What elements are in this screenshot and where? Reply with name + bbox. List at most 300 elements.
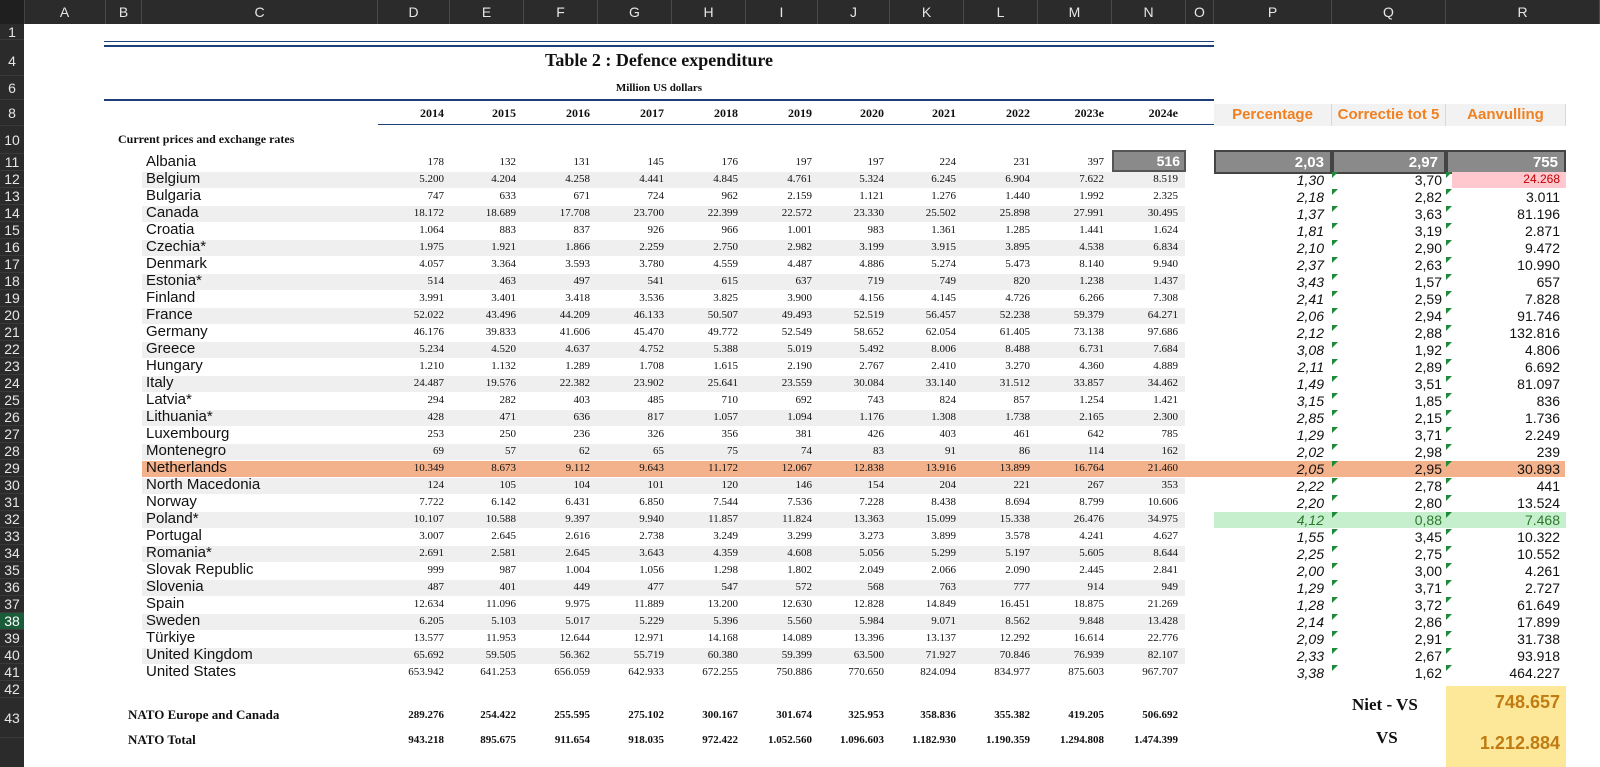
- value-cell: 4.627: [1153, 530, 1178, 542]
- value-cell: 824.094: [920, 666, 956, 678]
- totals-label: NATO Europe and Canada: [128, 707, 280, 722]
- year-header-2022: 2022: [1006, 106, 1030, 120]
- row-header-26[interactable]: 26: [0, 409, 24, 426]
- value-cell: 52.022: [413, 309, 444, 321]
- row-header-36[interactable]: 36: [0, 579, 24, 596]
- supplement-cell: 91.746: [1517, 308, 1560, 324]
- value-cell: 2.691: [419, 547, 444, 559]
- value-cell: 30.084: [853, 377, 884, 389]
- value-cell: 914: [1087, 581, 1104, 593]
- country-name: United States: [146, 663, 237, 680]
- value-cell: 2.259: [639, 241, 664, 253]
- value-cell: 572: [795, 581, 812, 593]
- value-cell: 1.298: [713, 564, 738, 576]
- value-cell: 763: [939, 581, 956, 593]
- country-name: United Kingdom: [146, 646, 253, 663]
- row-header-34[interactable]: 34: [0, 545, 24, 562]
- correction-cell: 1,85: [1414, 393, 1442, 409]
- year-header-2017: 2017: [640, 106, 664, 120]
- correction-cell: 2,82: [1414, 189, 1442, 205]
- value-cell: 5.103: [491, 615, 516, 627]
- value-cell: 64.271: [1147, 309, 1178, 321]
- correction-cell: 2,15: [1414, 410, 1442, 426]
- value-cell: 541: [647, 275, 664, 287]
- row-header-16[interactable]: 16: [0, 239, 24, 256]
- value-cell: 6.266: [1079, 292, 1104, 304]
- value-cell: 3.536: [639, 292, 664, 304]
- totals-value: 255.595: [554, 709, 590, 721]
- percentage-cell: 3,38: [1296, 665, 1324, 681]
- value-cell: 671: [573, 190, 590, 202]
- value-cell: 1.056: [639, 564, 664, 576]
- value-cell: 1.238: [1079, 275, 1104, 287]
- value-cell: 162: [1161, 445, 1178, 457]
- value-cell: 2.300: [1153, 411, 1178, 423]
- value-cell: 1.254: [1079, 394, 1104, 406]
- row-header-17[interactable]: 17: [0, 256, 24, 273]
- value-cell: 146: [795, 479, 812, 491]
- value-cell: 2.325: [1153, 190, 1178, 202]
- value-cell: 5.200: [419, 173, 444, 185]
- column-header-bar: [0, 0, 1600, 24]
- value-cell: 547: [721, 581, 738, 593]
- value-cell: 633: [499, 190, 516, 202]
- correction-cell: 2,78: [1414, 478, 1442, 494]
- value-cell: 4.241: [1079, 530, 1104, 542]
- percentage-cell: 2,22: [1296, 478, 1324, 494]
- row-header-39[interactable]: 39: [0, 630, 24, 647]
- value-cell: 56.457: [925, 309, 956, 321]
- value-cell: 75: [727, 445, 738, 457]
- value-cell: 33.857: [1073, 377, 1104, 389]
- row-header-27[interactable]: 27: [0, 426, 24, 443]
- value-cell: 4.889: [1153, 360, 1178, 372]
- row-header-28[interactable]: 28: [0, 443, 24, 460]
- calc-cell-highlighted[interactable]: 755: [1446, 150, 1566, 174]
- row-header-1[interactable]: 1: [0, 24, 24, 40]
- value-cell: 267: [1087, 479, 1104, 491]
- value-cell: 967.707: [1142, 666, 1178, 678]
- value-cell: 13.916: [925, 462, 956, 474]
- value-cell: 857: [1013, 394, 1030, 406]
- value-cell: 4.637: [565, 343, 590, 355]
- value-cell: 13.396: [853, 632, 884, 644]
- value-cell: 76.939: [1073, 649, 1104, 661]
- year-header-rule: [378, 124, 1214, 125]
- value-cell: 131: [573, 156, 590, 168]
- value-cell: 63.500: [853, 649, 884, 661]
- supplement-cell: 2.727: [1524, 580, 1560, 596]
- value-cell: 71.927: [925, 649, 956, 661]
- country-name: France: [146, 306, 193, 323]
- row-header-12[interactable]: 12: [0, 171, 24, 188]
- value-cell: 7.308: [1153, 292, 1178, 304]
- value-cell: 837: [573, 224, 590, 236]
- value-cell: 1.276: [931, 190, 956, 202]
- correction-cell: 1,62: [1414, 665, 1442, 681]
- column-header-m[interactable]: M: [1038, 0, 1112, 24]
- value-cell: 1.437: [1153, 275, 1178, 287]
- row-header-40[interactable]: 40: [0, 647, 24, 664]
- column-header-p[interactable]: P: [1214, 0, 1332, 24]
- percentage-cell: 1,30: [1296, 172, 1324, 188]
- row-header-6[interactable]: 6: [0, 76, 24, 100]
- country-name: Slovenia: [146, 578, 204, 595]
- row-header-11[interactable]: 11: [0, 154, 24, 171]
- value-cell: 999: [427, 564, 444, 576]
- value-cell: 7.536: [787, 496, 812, 508]
- value-cell: 3.270: [1005, 360, 1030, 372]
- row-header-18[interactable]: 18: [0, 273, 24, 290]
- value-cell: 124: [427, 479, 444, 491]
- row-header-4[interactable]: 4: [0, 46, 24, 76]
- percentage-cell: 2,09: [1296, 631, 1324, 647]
- country-name: Denmark: [146, 255, 207, 272]
- totals-value: 325.953: [848, 709, 884, 721]
- value-cell: 8.644: [1153, 547, 1178, 559]
- value-cell: 3.007: [419, 530, 444, 542]
- year-header-2014: 2014: [420, 106, 444, 120]
- value-cell: 2.049: [859, 564, 884, 576]
- supplement-cell: 4.806: [1524, 342, 1560, 358]
- value-cell: 743: [867, 394, 884, 406]
- supplement-cell: 10.990: [1517, 257, 1560, 273]
- year-header-2015: 2015: [492, 106, 516, 120]
- row-header-43[interactable]: 43: [0, 698, 24, 738]
- country-name: Estonia*: [146, 272, 202, 289]
- header-aanvulling: Aanvulling: [1446, 104, 1566, 126]
- value-cell: 17.708: [559, 207, 590, 219]
- column-header-b[interactable]: B: [106, 0, 142, 24]
- column-header-o[interactable]: O: [1186, 0, 1214, 24]
- value-cell: 949: [1161, 581, 1178, 593]
- value-cell: 1.176: [859, 411, 884, 423]
- value-cell: 2.581: [491, 547, 516, 559]
- value-cell: 294: [427, 394, 444, 406]
- value-cell: 9.940: [639, 513, 664, 525]
- correction-cell: 1,92: [1414, 342, 1442, 358]
- value-cell: 253: [427, 428, 444, 440]
- row-header-41[interactable]: 41: [0, 664, 24, 681]
- supplement-cell: 24.268: [1523, 172, 1560, 186]
- value-cell: 3.401: [491, 292, 516, 304]
- value-cell: 636: [573, 411, 590, 423]
- value-cell: 15.099: [925, 513, 956, 525]
- calc-cell-highlighted[interactable]: 2,97: [1332, 150, 1446, 174]
- value-cell: 770.650: [848, 666, 884, 678]
- column-header-r[interactable]: R: [1446, 0, 1600, 24]
- value-cell: 9.975: [565, 598, 590, 610]
- value-cell: 12.838: [853, 462, 884, 474]
- value-cell: 60.380: [707, 649, 738, 661]
- value-cell: 56.362: [559, 649, 590, 661]
- column-header-d[interactable]: D: [378, 0, 450, 24]
- country-name: Sweden: [146, 612, 201, 629]
- value-cell: 1.289: [565, 360, 590, 372]
- value-cell: 24.487: [413, 377, 444, 389]
- percentage-cell: 4,12: [1296, 512, 1324, 528]
- value-cell: 8.673: [491, 462, 516, 474]
- value-cell: 41.606: [559, 326, 590, 338]
- country-name: Norway: [146, 493, 197, 510]
- section-label: Current prices and exchange rates: [118, 132, 295, 146]
- value-cell: 3.273: [859, 530, 884, 542]
- value-cell: 461: [1013, 428, 1030, 440]
- supplement-cell: 2.249: [1524, 427, 1560, 443]
- percentage-cell: 2,41: [1296, 291, 1324, 307]
- column-header-k[interactable]: K: [890, 0, 964, 24]
- value-cell: 6.245: [931, 173, 956, 185]
- value-cell: 777: [1013, 581, 1030, 593]
- row-header-33[interactable]: 33: [0, 528, 24, 545]
- calc-cell-highlighted[interactable]: 2,03: [1214, 150, 1332, 174]
- percentage-cell: 2,20: [1296, 495, 1324, 511]
- totals-value: 355.382: [994, 709, 1030, 721]
- totals-value: 972.422: [702, 734, 738, 746]
- value-cell: 65.692: [413, 649, 444, 661]
- correction-cell: 2,59: [1414, 291, 1442, 307]
- value-cell: 477: [647, 581, 664, 593]
- country-name: Germany: [146, 323, 208, 340]
- value-cell: 7.684: [1153, 343, 1178, 355]
- totals-value: 1.052.560: [768, 734, 812, 746]
- value-cell: 282: [499, 394, 516, 406]
- value-cell: 50.507: [707, 309, 738, 321]
- value-cell: 641.253: [480, 666, 516, 678]
- correction-cell: 3,71: [1414, 580, 1442, 596]
- value-cell: 1.738: [1005, 411, 1030, 423]
- correction-cell: 3,72: [1414, 597, 1442, 613]
- supplement-cell: 6.692: [1524, 359, 1560, 375]
- percentage-cell: 2,00: [1296, 563, 1324, 579]
- value-cell: 2.616: [565, 530, 590, 542]
- row-header-35[interactable]: 35: [0, 562, 24, 579]
- totals-value: 1.294.808: [1060, 734, 1104, 746]
- value-cell: 52.549: [781, 326, 812, 338]
- correction-cell: 3,70: [1414, 172, 1442, 188]
- value-cell: 3.593: [565, 258, 590, 270]
- row-header-29[interactable]: 29: [0, 460, 24, 477]
- value-cell: 9.848: [1079, 615, 1104, 627]
- summary-value-niet-vs: 748.657: [1494, 692, 1560, 712]
- column-header-e[interactable]: E: [450, 0, 524, 24]
- percentage-cell: 1,49: [1296, 376, 1324, 392]
- supplement-cell: 10.552: [1517, 546, 1560, 562]
- row-header-37[interactable]: 37: [0, 596, 24, 613]
- value-cell: 19.576: [485, 377, 516, 389]
- value-cell: 3.899: [931, 530, 956, 542]
- value-cell: 9.071: [931, 615, 956, 627]
- totals-value: 1.096.603: [840, 734, 884, 746]
- value-cell: 2.738: [639, 530, 664, 542]
- column-header-n[interactable]: N: [1112, 0, 1186, 24]
- value-cell: 10.349: [413, 462, 444, 474]
- selected-cell-albania-2024[interactable]: 516: [1112, 150, 1186, 172]
- value-cell: 1.004: [565, 564, 590, 576]
- value-cell: 1.624: [1153, 224, 1178, 236]
- year-header-2018: 2018: [714, 106, 738, 120]
- value-cell: 5.473: [1005, 258, 1030, 270]
- value-cell: 16.614: [1073, 632, 1104, 644]
- column-header-i[interactable]: I: [746, 0, 818, 24]
- row-header-31[interactable]: 31: [0, 494, 24, 511]
- value-cell: 1.866: [565, 241, 590, 253]
- value-cell: 31.512: [999, 377, 1030, 389]
- value-cell: 3.199: [859, 241, 884, 253]
- value-cell: 8.438: [931, 496, 956, 508]
- percentage-cell: 2,37: [1296, 257, 1324, 273]
- value-cell: 6.834: [1153, 241, 1178, 253]
- column-header-j[interactable]: J: [818, 0, 890, 24]
- row-header-24[interactable]: 24: [0, 375, 24, 392]
- value-cell: 30.495: [1147, 207, 1178, 219]
- row-header-22[interactable]: 22: [0, 341, 24, 358]
- year-header-2019: 2019: [788, 106, 812, 120]
- percentage-cell: 2,25: [1296, 546, 1324, 562]
- value-cell: 52.238: [999, 309, 1030, 321]
- value-cell: 5.492: [859, 343, 884, 355]
- value-cell: 105: [499, 479, 516, 491]
- value-cell: 514: [427, 275, 444, 287]
- percentage-cell: 1,37: [1296, 206, 1324, 222]
- value-cell: 642: [1087, 428, 1104, 440]
- row-header-19[interactable]: 19: [0, 290, 24, 307]
- value-cell: 57: [505, 445, 516, 457]
- country-name: Czechia*: [146, 238, 207, 255]
- country-name: Spain: [146, 595, 185, 612]
- value-cell: 4.359: [713, 547, 738, 559]
- value-cell: 178: [427, 156, 444, 168]
- value-cell: 750.886: [776, 666, 812, 678]
- value-cell: 22.572: [781, 207, 812, 219]
- row-header-25[interactable]: 25: [0, 392, 24, 409]
- value-cell: 14.089: [781, 632, 812, 644]
- value-cell: 6.850: [639, 496, 664, 508]
- value-cell: 15.338: [999, 513, 1030, 525]
- percentage-cell: 2,33: [1296, 648, 1324, 664]
- value-cell: 13.577: [413, 632, 444, 644]
- column-header-l[interactable]: L: [964, 0, 1038, 24]
- column-header-c[interactable]: C: [142, 0, 378, 24]
- value-cell: 4.886: [859, 258, 884, 270]
- column-header-a[interactable]: A: [24, 0, 106, 24]
- value-cell: 5.056: [859, 547, 884, 559]
- value-cell: 45.470: [633, 326, 664, 338]
- summary-label-vs: VS: [1376, 728, 1398, 747]
- year-header-2016: 2016: [566, 106, 590, 120]
- value-cell: 16.764: [1073, 462, 1104, 474]
- row-header-42[interactable]: 42: [0, 681, 24, 698]
- value-cell: 5.299: [931, 547, 956, 559]
- column-header-f[interactable]: F: [524, 0, 598, 24]
- value-cell: 34.462: [1147, 377, 1178, 389]
- country-name: Latvia*: [146, 391, 192, 408]
- value-cell: 326: [647, 428, 664, 440]
- row-header-32[interactable]: 32: [0, 511, 24, 528]
- supplement-cell: 441: [1536, 478, 1560, 494]
- value-cell: 58.652: [853, 326, 884, 338]
- correction-cell: 0,88: [1414, 512, 1442, 528]
- value-cell: 4.258: [565, 173, 590, 185]
- value-cell: 120: [721, 479, 738, 491]
- value-cell: 86: [1019, 445, 1030, 457]
- value-cell: 785: [1161, 428, 1178, 440]
- value-cell: 10.606: [1147, 496, 1178, 508]
- row-header-38[interactable]: 38: [0, 613, 24, 630]
- value-cell: 231: [1013, 156, 1030, 168]
- table-header-rule: [104, 99, 1214, 101]
- row-header-23[interactable]: 23: [0, 358, 24, 375]
- value-cell: 33.140: [925, 377, 956, 389]
- value-cell: 10.107: [413, 513, 444, 525]
- value-cell: 824: [939, 394, 956, 406]
- value-cell: 197: [867, 156, 884, 168]
- row-header-20[interactable]: 20: [0, 307, 24, 324]
- percentage-cell: 2,05: [1296, 461, 1324, 477]
- value-cell: 8.488: [1005, 343, 1030, 355]
- row-header-10[interactable]: 10: [0, 126, 24, 154]
- value-cell: 6.142: [491, 496, 516, 508]
- correction-cell: 2,98: [1414, 444, 1442, 460]
- value-cell: 2.410: [931, 360, 956, 372]
- value-cell: 11.172: [708, 462, 738, 474]
- value-cell: 5.234: [419, 343, 444, 355]
- column-header-q[interactable]: Q: [1332, 0, 1446, 24]
- value-cell: 7.622: [1079, 173, 1104, 185]
- value-cell: 34.975: [1147, 513, 1178, 525]
- value-cell: 16.451: [999, 598, 1030, 610]
- totals-value: 895.675: [480, 734, 516, 746]
- supplement-cell: 4.261: [1524, 563, 1560, 579]
- value-cell: 9.643: [639, 462, 664, 474]
- value-cell: 966: [721, 224, 738, 236]
- select-all-corner[interactable]: [0, 0, 25, 24]
- value-cell: 13.137: [925, 632, 956, 644]
- value-cell: 3.900: [787, 292, 812, 304]
- row-header-21[interactable]: 21: [0, 324, 24, 341]
- value-cell: 83: [873, 445, 884, 457]
- row-header-14[interactable]: 14: [0, 205, 24, 222]
- row-header-8[interactable]: 8: [0, 100, 24, 126]
- row-header-15[interactable]: 15: [0, 222, 24, 239]
- value-cell: 820: [1013, 275, 1030, 287]
- supplement-cell: 9.472: [1524, 240, 1560, 256]
- value-cell: 1.440: [1005, 190, 1030, 202]
- value-cell: 2.090: [1005, 564, 1030, 576]
- value-cell: 8.140: [1079, 258, 1104, 270]
- value-cell: 4.441: [639, 173, 664, 185]
- column-header-h[interactable]: H: [672, 0, 746, 24]
- row-header-30[interactable]: 30: [0, 477, 24, 494]
- value-cell: 49.493: [781, 309, 812, 321]
- value-cell: 397: [1087, 156, 1104, 168]
- value-cell: 4.845: [713, 173, 738, 185]
- row-header-13[interactable]: 13: [0, 188, 24, 205]
- value-cell: 656.059: [554, 666, 590, 678]
- percentage-cell: 3,15: [1296, 393, 1324, 409]
- value-cell: 692: [795, 394, 812, 406]
- value-cell: 23.330: [853, 207, 884, 219]
- value-cell: 132: [499, 156, 516, 168]
- value-cell: 7.722: [419, 496, 444, 508]
- totals-value: 1.190.359: [986, 734, 1030, 746]
- column-header-g[interactable]: G: [598, 0, 672, 24]
- country-name: Slovak Republic: [146, 561, 254, 578]
- header-percentage: Percentage: [1214, 104, 1332, 126]
- percentage-cell: 2,85: [1296, 410, 1324, 426]
- value-cell: 23.700: [633, 207, 664, 219]
- table-top-rule-thick: [104, 45, 1214, 47]
